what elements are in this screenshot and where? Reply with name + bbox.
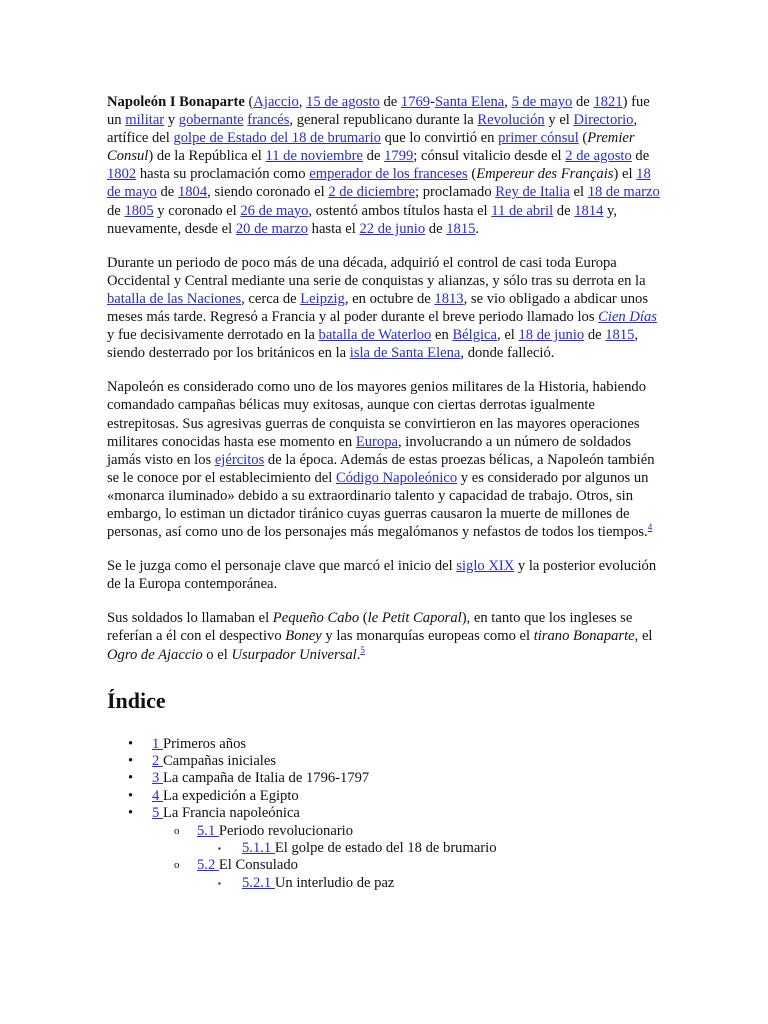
- link-5-mayo[interactable]: 5 de mayo: [511, 94, 573, 110]
- toc-item: • 1 Primeros años: [128, 735, 247, 752]
- toc-link-5[interactable]: 5: [152, 805, 163, 822]
- toc-item: ▪ 5.1.1 El golpe de estado del 18 de brumario: [218, 840, 497, 857]
- link-golpe-brumario[interactable]: golpe de Estado del 18 de brumario: [173, 130, 381, 147]
- link-emperador[interactable]: emperador de los franceses: [309, 166, 468, 183]
- link-2-agosto[interactable]: 2 de agosto: [565, 148, 632, 165]
- link-1814[interactable]: 1814: [574, 202, 604, 219]
- link-frances[interactable]: francés: [247, 112, 290, 129]
- link-cien-dias[interactable]: Cien Días: [598, 309, 657, 326]
- intro-paragraph: Napoleón I Bonaparte (Ajaccio, 15 de agosto de 1769-Santa Elena, 5 de mayo de 1821) fue un militar y gobernante francés, general republicano durante la Revolución y el Directorio, artífice del golpe de Estado del 18 de brumario que lo convirtió en primer cónsul (Premier Consul) de la República el 11 de noviembre de 1799; cónsul vitalicio desde el 2 de agosto de 1802 hasta su proclamación como emperador de los franceses (Empereur des Français) el 18 de mayo de 1804, siendo coronado el 2 de diciembre; proclamado Rey de Italia el 18 de marzo de 1805 y coronado el 26 de mayo, ostentó ambos títulos hasta el 11 de abril de 1814 y, nuevamente, desde el 20 de marzo hasta el 22 de junio de 1815.: [107, 94, 660, 237]
- toc-link-5-2-1[interactable]: 5.2.1: [242, 874, 275, 891]
- link-1799[interactable]: 1799: [384, 148, 414, 165]
- paragraph-siglo-xix: Se le juzga como el personaje clave que marcó el inicio del siglo XIX y la posterior evolución de la Europa contemporánea.: [107, 558, 657, 593]
- link-europa[interactable]: Europa: [355, 433, 398, 450]
- link-18-mayo[interactable]: 18 de mayo: [107, 166, 651, 201]
- bullet-icon: •: [128, 770, 134, 787]
- link-18-junio[interactable]: 18 de junio: [518, 327, 585, 344]
- link-leipzig[interactable]: Leipzig: [300, 290, 345, 307]
- toc-subsublist-container: [107, 840, 665, 857]
- link-18-marzo[interactable]: 18 de marzo: [587, 184, 660, 201]
- link-1821[interactable]: 1821: [593, 94, 623, 110]
- toc-sublist-container: [107, 823, 665, 893]
- toc-item: • 5 La Francia napoleónica: [128, 805, 300, 822]
- toc-item: o 5.2 El Consulado: [174, 857, 298, 874]
- toc-item: • 2 Campañas iniciales: [128, 753, 277, 770]
- square-bullet-icon: ▪: [218, 878, 221, 888]
- circle-bullet-icon: o: [174, 824, 180, 837]
- link-codigo-napoleonico[interactable]: Código Napoleónico: [335, 469, 458, 486]
- toc-item: • 3 La campaña de Italia de 1796-1797: [128, 770, 370, 787]
- bullet-icon: •: [128, 787, 134, 804]
- link-batalla-naciones[interactable]: batalla de las Naciones: [107, 290, 242, 307]
- toc-link-1[interactable]: 1: [152, 735, 163, 752]
- link-11-abril[interactable]: 11 de abril: [491, 202, 554, 219]
- toc-link-2[interactable]: 2: [152, 753, 163, 770]
- bullet-icon: •: [128, 805, 134, 822]
- link-ajaccio[interactable]: Ajaccio: [253, 94, 299, 110]
- reference-5[interactable]: 5: [360, 644, 365, 655]
- reference-4[interactable]: 4: [647, 522, 653, 533]
- link-militar[interactable]: militar: [125, 112, 165, 129]
- link-1815[interactable]: 1815: [446, 220, 476, 237]
- toc-link-5-2[interactable]: 5.2: [197, 857, 219, 874]
- toc-item: ▪ 5.2.1 Un interludio de paz: [218, 874, 395, 891]
- toc-item: • 4 La expedición a Egipto: [128, 787, 299, 804]
- link-1804[interactable]: 1804: [177, 184, 208, 201]
- link-santa-elena[interactable]: Santa Elena: [434, 94, 505, 110]
- toc-item: o 5.1 Periodo revolucionario: [174, 822, 354, 839]
- article-body: [107, 93, 665, 892]
- link-primer-consul[interactable]: primer cónsul: [498, 130, 579, 147]
- table-of-contents: [107, 736, 665, 893]
- circle-bullet-icon: o: [174, 859, 180, 872]
- toc-link-4[interactable]: 4: [152, 787, 163, 804]
- paragraph-conquests: Durante un periodo de poco más de una década, adquirió el control de casi toda Europa Occidental y Central mediante una serie de conquistas y alianzas, y sólo tras su derrota en la batalla de las Naciones, cerca de Leipzig, en octubre de 1813, se vio obligado a abdicar unos meses más tarde. Regresó a Francia y al poder durante el breve periodo llamado los Cien Días y fue decisivamente derrotado en la batalla de Waterloo en Bélgica, el 18 de junio de 1815, siendo desterrado por los británicos en la isla de Santa Elena, donde falleció.: [107, 254, 657, 362]
- toc-subsublist: [107, 840, 665, 857]
- link-rey-italia[interactable]: Rey de Italia: [495, 184, 570, 201]
- toc-subsublist-container: [107, 875, 665, 892]
- bullet-icon: •: [128, 735, 134, 752]
- link-batalla-waterloo[interactable]: batalla de Waterloo: [318, 327, 432, 344]
- link-gobernante[interactable]: gobernante: [178, 112, 244, 129]
- link-isla-santa-elena[interactable]: isla de Santa Elena: [349, 345, 461, 362]
- paragraph-legacy: Napoleón es considerado como uno de los mayores genios militares de la Historia, habiendo comandado campañas bélicas muy exitosas, aunque con ciertas derrotas igualmente estrepitosas. Sus agresivas guerras de conquista se convirtieron en las mayores operaciones militares conocidas hasta ese momento en Europa, involucrando a un número de soldados jamás visto en los ejércitos de la época. Además de estas proezas bélicas, a Napoleón también se le conoce por el establecimiento del Código Napoleónico y es considerado por algunos un «monarca iluminado» debido a su extraordinario talento y capacidad de trabajo. Otros, sin embargo, lo estiman un dictador tiránico cuyas guerras causaron la muerte de millones de personas, así como uno de los personajes más megalómanos y nefastos de todos los tiempos.$^4$: [107, 379, 655, 541]
- link-1769[interactable]: 1769: [400, 94, 431, 110]
- paragraph-nicknames: Sus soldados lo llamaban el Pequeño Cabo (le Petit Caporal), en tanto que los ingleses se referían a él con el despectivo Boney y las monarquías europeas como el tirano Bonaparte, el Ogro de Ajaccio o el Usurpador Universal.$^5$: [107, 610, 653, 663]
- toc-sublist: [107, 823, 665, 893]
- link-11-noviembre[interactable]: 11 de noviembre: [265, 148, 364, 165]
- link-1805[interactable]: 1805: [124, 202, 154, 219]
- link-1802[interactable]: 1802: [107, 166, 137, 183]
- square-bullet-icon: ▪: [218, 844, 221, 854]
- link-siglo-xix[interactable]: siglo XIX: [456, 558, 515, 575]
- link-2-diciembre[interactable]: 2 de diciembre: [328, 184, 416, 201]
- link-26-mayo[interactable]: 26 de mayo: [240, 202, 309, 219]
- link-ejercitos[interactable]: ejércitos: [214, 451, 265, 468]
- link-1813[interactable]: 1813: [434, 290, 464, 307]
- link-1815-b[interactable]: 1815: [605, 327, 635, 344]
- toc-link-3[interactable]: 3: [152, 770, 163, 787]
- link-belgica[interactable]: Bélgica: [452, 327, 498, 344]
- link-20-marzo[interactable]: 20 de marzo: [235, 220, 308, 237]
- toc-subsublist: [107, 875, 665, 892]
- toc-link-5-1[interactable]: 5.1: [197, 822, 219, 839]
- toc-link-5-1-1[interactable]: 5.1.1: [242, 840, 275, 857]
- link-22-junio[interactable]: 22 de junio: [359, 220, 426, 237]
- link-revolucion[interactable]: Revolución: [477, 112, 545, 129]
- toc-heading: Índice: [107, 687, 166, 713]
- link-directorio[interactable]: Directorio: [573, 112, 634, 129]
- bullet-icon: •: [128, 753, 134, 770]
- link-15-agosto[interactable]: 15 de agosto: [306, 94, 380, 110]
- article-subject: Napoleón I Bonaparte: [107, 94, 245, 110]
